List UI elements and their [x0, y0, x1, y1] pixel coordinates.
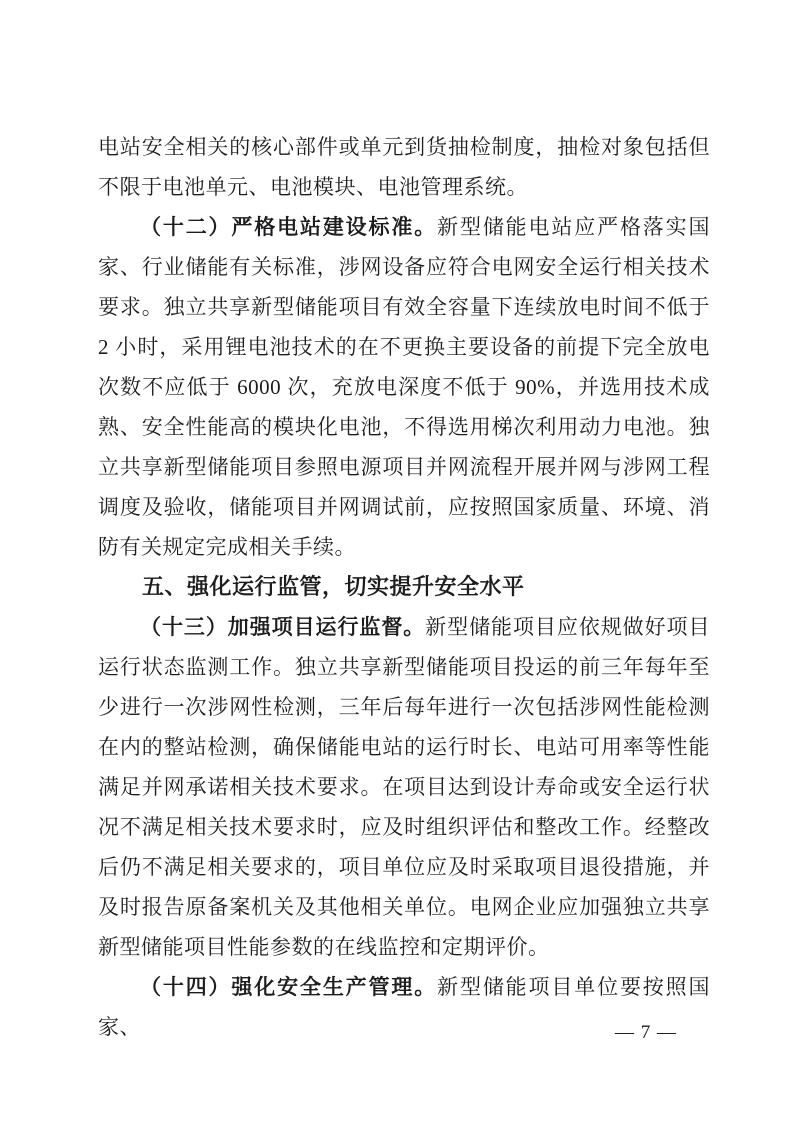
clause-12-text: 新型储能电站应严格落实国家、行业储能有关标准，涉网设备应符合电网安全运行相关技术要求。独立共享新型储能项目有效全容量下连续放电时间不低于 2 小时，采用锂电池技术的在不更换主要设备的前提下完全放电次数不应低于 6000 次，充放电深度不低于 90%，并选用技术成熟、安全性能高的模块化电池，不得选用梯次利用动力电池。独立共享新型储能项目参照电源项目并网流程开展并网与涉网工程调度及验收，储能项目并网调试前，应按照国家质量、环境、消防有关规定完成相关手续。 — [98, 215, 711, 559]
clause-13-text: 新型储能项目应依规做好项目运行状态监测工作。独立共享新型储能项目投运的前三年每年至少进行一次涉网性检测，三年后每年进行一次包括涉网性能检测在内的整站检测，确保储能电站的运行时长、电站可用率等性能满足并网承诺相关技术要求。在项目达到设计寿命或安全运行状况不满足相关技术要求时，应及时组织评估和整改工作。经整改后仍不满足相关要求的，项目单位应及时采取项目退役措施，并及时报告原备案机关及其他相关单位。电网企业应加强独立共享新型储能项目性能参数的在线监控和定期评价。 — [98, 615, 710, 959]
clause-13-paragraph — [98, 607, 710, 967]
clause-14-text: 新型储能项目单位要按照国家、 — [98, 975, 711, 1039]
paragraph-continuation: 电站安全相关的核心部件或单元到货抽检制度，抽检对象包括但不限于电池单元、电池模块、电池管理系统。 — [98, 135, 710, 199]
clause-13-lead: （十三）加强项目运行监督。 — [140, 615, 426, 639]
clause-12-lead: （十二）严格电站建设标准。 — [140, 215, 438, 239]
clause-14-lead: （十四）强化安全生产管理。 — [140, 975, 438, 999]
body-text — [98, 127, 710, 1047]
page-number: — 7 — — [615, 1022, 677, 1043]
clause-12-paragraph — [98, 207, 710, 567]
section-heading: 五、强化运行监管，切实提升安全水平 — [142, 574, 525, 599]
